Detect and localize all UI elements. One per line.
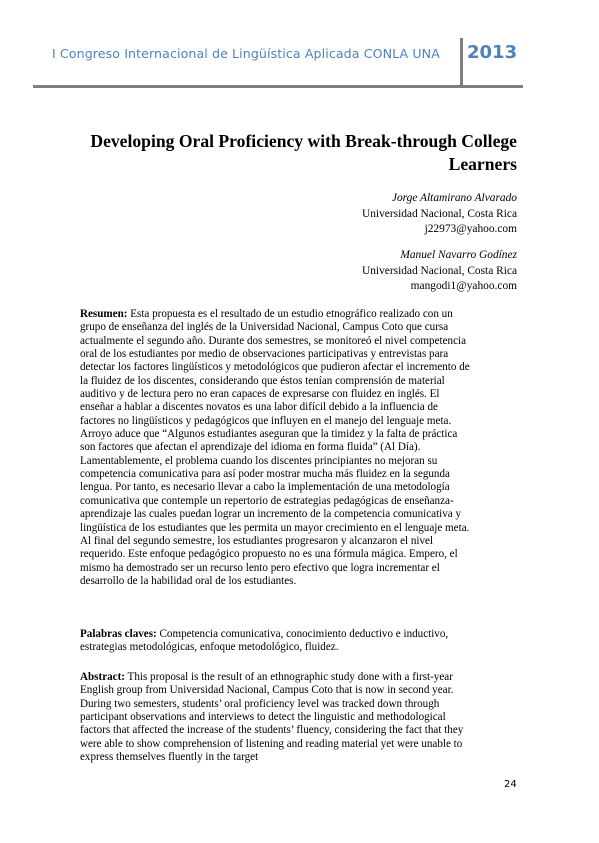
keywords-text: Competencia comunicativa, conocimiento deductivo e inductivo, estrategias metodológicas, enfoque metodológico, fluidez. (80, 628, 449, 654)
abstract-label: Abstract: (80, 671, 125, 683)
author-name: Jorge Altamirano Alvarado (391, 192, 517, 204)
header-year: 2013 (467, 42, 518, 63)
keywords-paragraph (80, 628, 475, 655)
author-name: Manuel Navarro Godínez (400, 249, 517, 261)
resumen-paragraph (80, 308, 475, 588)
abstract-paragraph (80, 671, 475, 764)
author-email: j22973@yahoo.com (424, 223, 517, 235)
header-rule (33, 85, 523, 88)
page-number: 24 (504, 779, 517, 790)
author-block-1 (300, 191, 517, 238)
paper-title (80, 130, 517, 176)
author-affiliation: Universidad Nacional, Costa Rica (362, 207, 517, 220)
author-email: mangodi1@yahoo.com (410, 280, 517, 292)
resumen-text: Esta propuesta es el resultado de un estudio etnográfico realizado con un grupo de enseñanza del inglés de la Universidad Nacional, Campus Coto que cursa actualmente el segundo año. Durante dos semestres, se monitoreó el nivel competencia oral de los estudiantes por medio de observaciones participativas y entrevistas para detectar los factores lingüísticos y metodológicos que pudieron afectar el incremento de la fluidez de los discentes, considerando que éstos tenían comprensión de material auditivo y de lectura pero no eran capaces de expresarse con fluidez en inglés. El enseñar a hablar a discentes novatos es una labor difícil debido a la influencia de factores no lingüísticos y pedagógicos que influyen en el manejo del lenguaje meta. Arroyo aduce que “Algunos estudiantes aseguran que la timidez y la falta de práctica son factores que afectan el aprendizaje del idioma en forma fluida” (Al Día). Lamentablemente, el problema cuando los discentes principiantes no mejoran su competencia comunicativa para así poder mostrar mucha más fluidez en la segunda lengua. Por tanto, es necesario llevar a cabo la implementación de una metodología comunicativa que contemple un repertorio de estrategias pedagógicas de enseñanza-aprendizaje las cuales puedan lograr un incremento de la competencia comunicativa y lingüística de los estudiantes que les permita un mayor crecimiento en el lenguaje meta. Al final del segundo semestre, los estudiantes progresaron y alcanzaron el nivel requerido. Este enfoque pedagógico propuesto no es una fórmula mágica. Empero, el mismo ha demostrado ser un recurso lento pero efectivo que logra incrementar el desarrollo de la habilidad oral de los estudiantes. (80, 308, 470, 587)
abstract-text: This proposal is the result of an ethnographic study done with a first-year English group from Universidad Nacional, Campus Coto that is now in second year. During two semesters, students’ oral proficiency level was tracked down through participant observations and interviews to detect the linguistic and methodological factors that affected the increase of the students’ fluency, considering the fact that they were able to show comprehension of listening and reading material yet were unable to express themselves fluently in the target (80, 671, 464, 764)
paper-title-line-1: Developing Oral Proficiency with Break-through College (90, 131, 517, 151)
header-divider-vertical (460, 38, 463, 87)
keywords-label: Palabras claves: (80, 628, 157, 640)
running-header: I Congreso Internacional de Lingüística Aplicada CONLA UNA (52, 46, 440, 61)
author-block-2 (300, 248, 517, 295)
paper-title-line-2: Learners (448, 154, 517, 174)
author-affiliation: Universidad Nacional, Costa Rica (362, 264, 517, 277)
resumen-label: Resumen: (80, 308, 128, 320)
